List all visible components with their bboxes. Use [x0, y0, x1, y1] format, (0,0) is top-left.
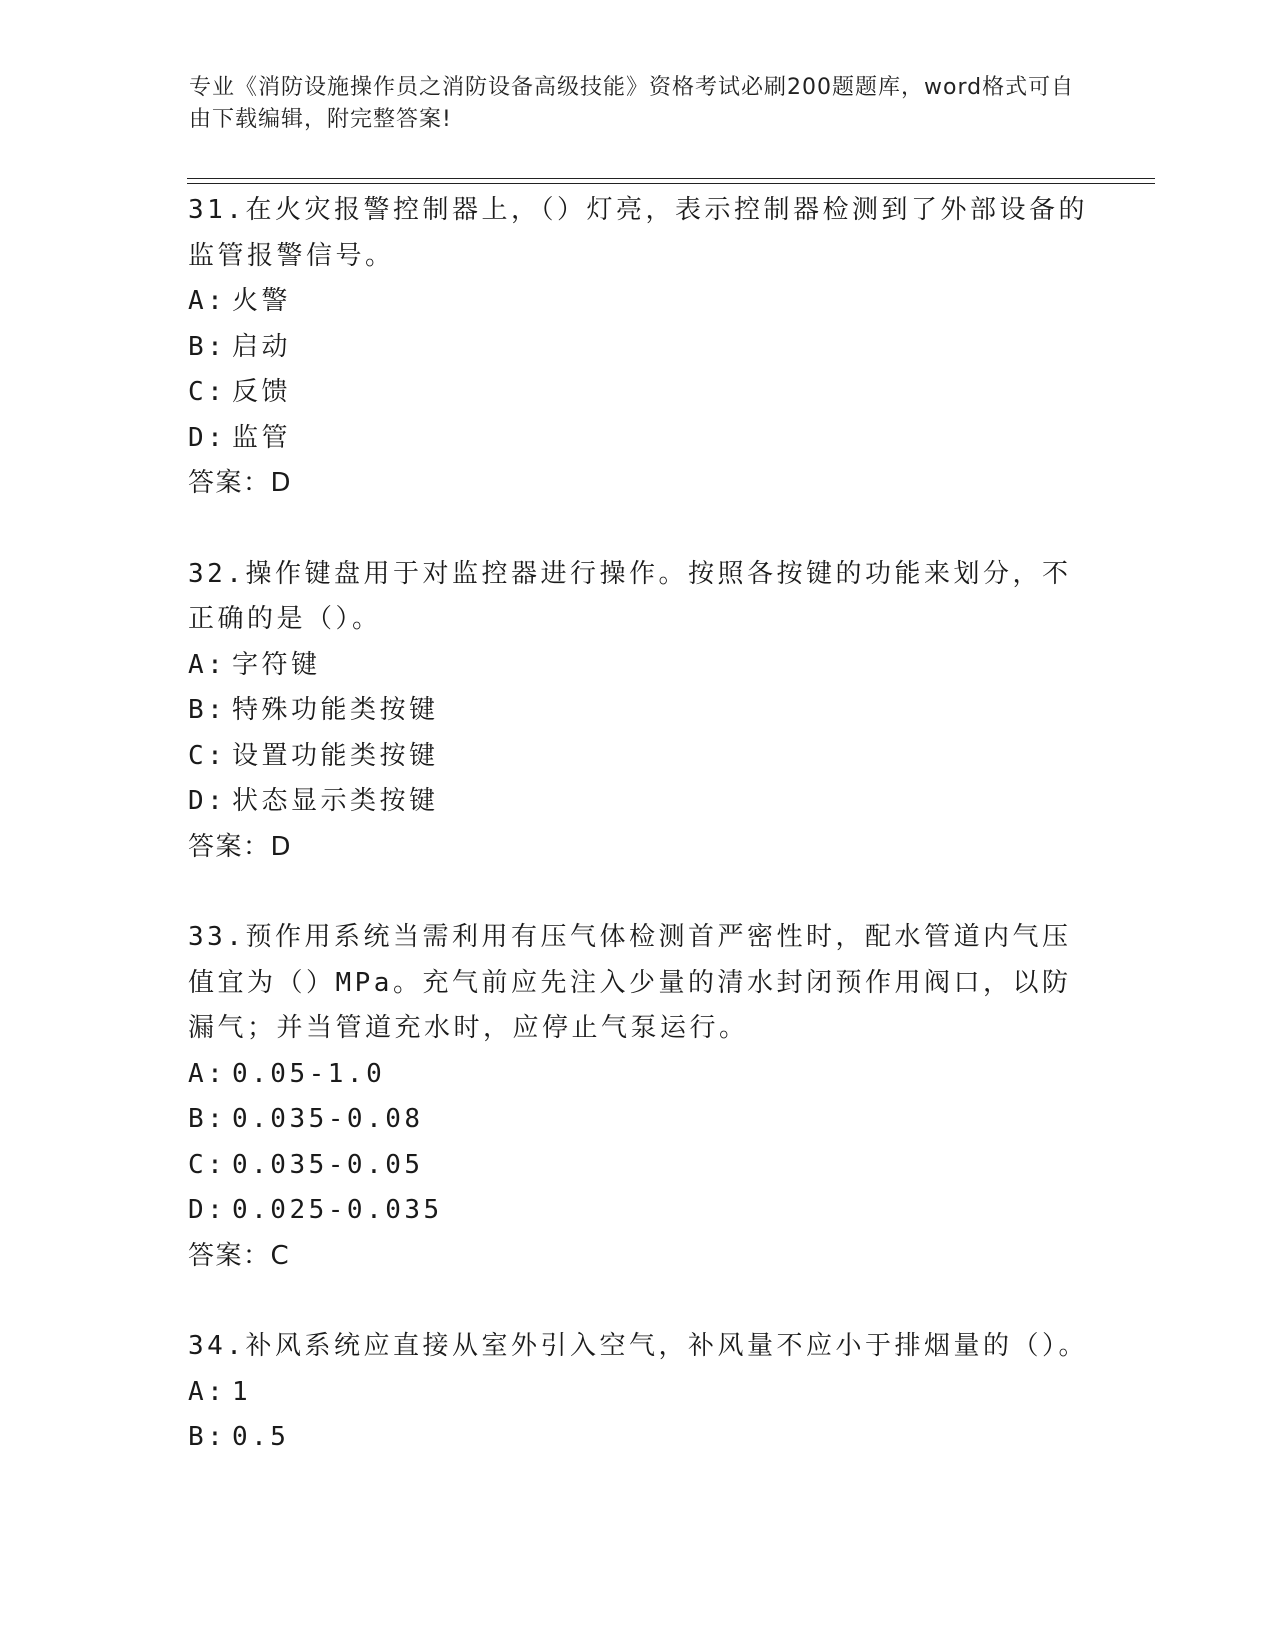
option-letter: A:: [188, 1058, 227, 1089]
question-spacer: [188, 507, 1088, 552]
document-header: 专业《消防设施操作员之消防设备高级技能》资格考试必刷200题题库，word格式可自由下载编辑，附完整答案!: [189, 75, 1075, 132]
option-a: [188, 279, 1088, 325]
option-b: [188, 688, 1088, 734]
answer-label: 答案：C: [188, 1240, 291, 1271]
option-letter: D:: [188, 1195, 227, 1225]
option-text: 0.035-0.05: [232, 1149, 424, 1180]
option-text: 监管: [232, 422, 292, 453]
option-d: [188, 779, 1088, 825]
option-text: 1: [232, 1376, 252, 1407]
option-c: [188, 370, 1088, 416]
question-32: [188, 552, 1088, 871]
option-text: 状态显示类按键: [232, 786, 439, 816]
option-d: [188, 416, 1088, 462]
option-letter: B:: [188, 1104, 227, 1134]
option-b: [188, 1097, 1088, 1143]
option-text: 设置功能类按键: [232, 740, 439, 771]
option-letter: B:: [188, 695, 227, 725]
option-letter: D:: [188, 422, 227, 453]
header-rule-top: [187, 178, 1155, 179]
option-a: [188, 1370, 1088, 1416]
question-list: [188, 188, 1088, 1461]
option-b: [188, 1415, 1088, 1461]
option-text: 火警: [232, 286, 292, 316]
option-text: 字符键: [232, 649, 321, 680]
option-text: 0.5: [232, 1422, 290, 1452]
option-letter: C:: [188, 740, 227, 771]
question-34: [188, 1324, 1088, 1461]
question-text: 31.在火灾报警控制器上，（）灯亮，表示控制器检测到了外部设备的监管报警信号。: [188, 195, 1088, 271]
option-c: [188, 1143, 1088, 1189]
question-text: 33.预作用系统当需利用有压气体检测首严密性时，配水管道内气压值宜为（）MPa。充气前应先注入少量的清水封闭预作用阀口，以防漏气；并当管道充水时，应停止气泵运行。: [188, 922, 1072, 1043]
question-text: 34.补风系统应直接从室外引入空气，补风量不应小于排烟量的（）。: [188, 1331, 1088, 1361]
answer-label: 答案：D: [188, 831, 293, 862]
option-letter: C:: [188, 377, 227, 407]
option-a: [188, 643, 1088, 689]
question-spacer: [188, 1279, 1088, 1324]
question-33: [188, 915, 1088, 1279]
option-letter: B:: [188, 1422, 227, 1452]
option-b: [188, 325, 1088, 371]
option-letter: C:: [188, 1149, 227, 1180]
option-text: 反馈: [232, 377, 292, 407]
option-text: 0.035-0.08: [232, 1104, 424, 1134]
answer-label: 答案：D: [188, 468, 293, 498]
option-letter: B:: [188, 331, 227, 362]
option-letter: A:: [188, 1376, 227, 1407]
option-text: 0.025-0.035: [232, 1195, 443, 1225]
option-c: [188, 734, 1088, 780]
header-rule-bottom: [187, 183, 1155, 184]
question-text: 32.操作键盘用于对监控器进行操作。按照各按键的功能来划分，不正确的是（）。: [188, 558, 1072, 634]
option-text: 启动: [232, 331, 292, 362]
option-letter: A:: [188, 649, 227, 680]
option-letter: A:: [188, 286, 227, 316]
option-a: [188, 1052, 1088, 1098]
question-31: [188, 188, 1088, 507]
option-text: 特殊功能类按键: [232, 695, 439, 725]
option-text: 0.05-1.0: [232, 1058, 386, 1089]
option-d: [188, 1188, 1088, 1234]
option-letter: D:: [188, 786, 227, 816]
question-spacer: [188, 870, 1088, 915]
